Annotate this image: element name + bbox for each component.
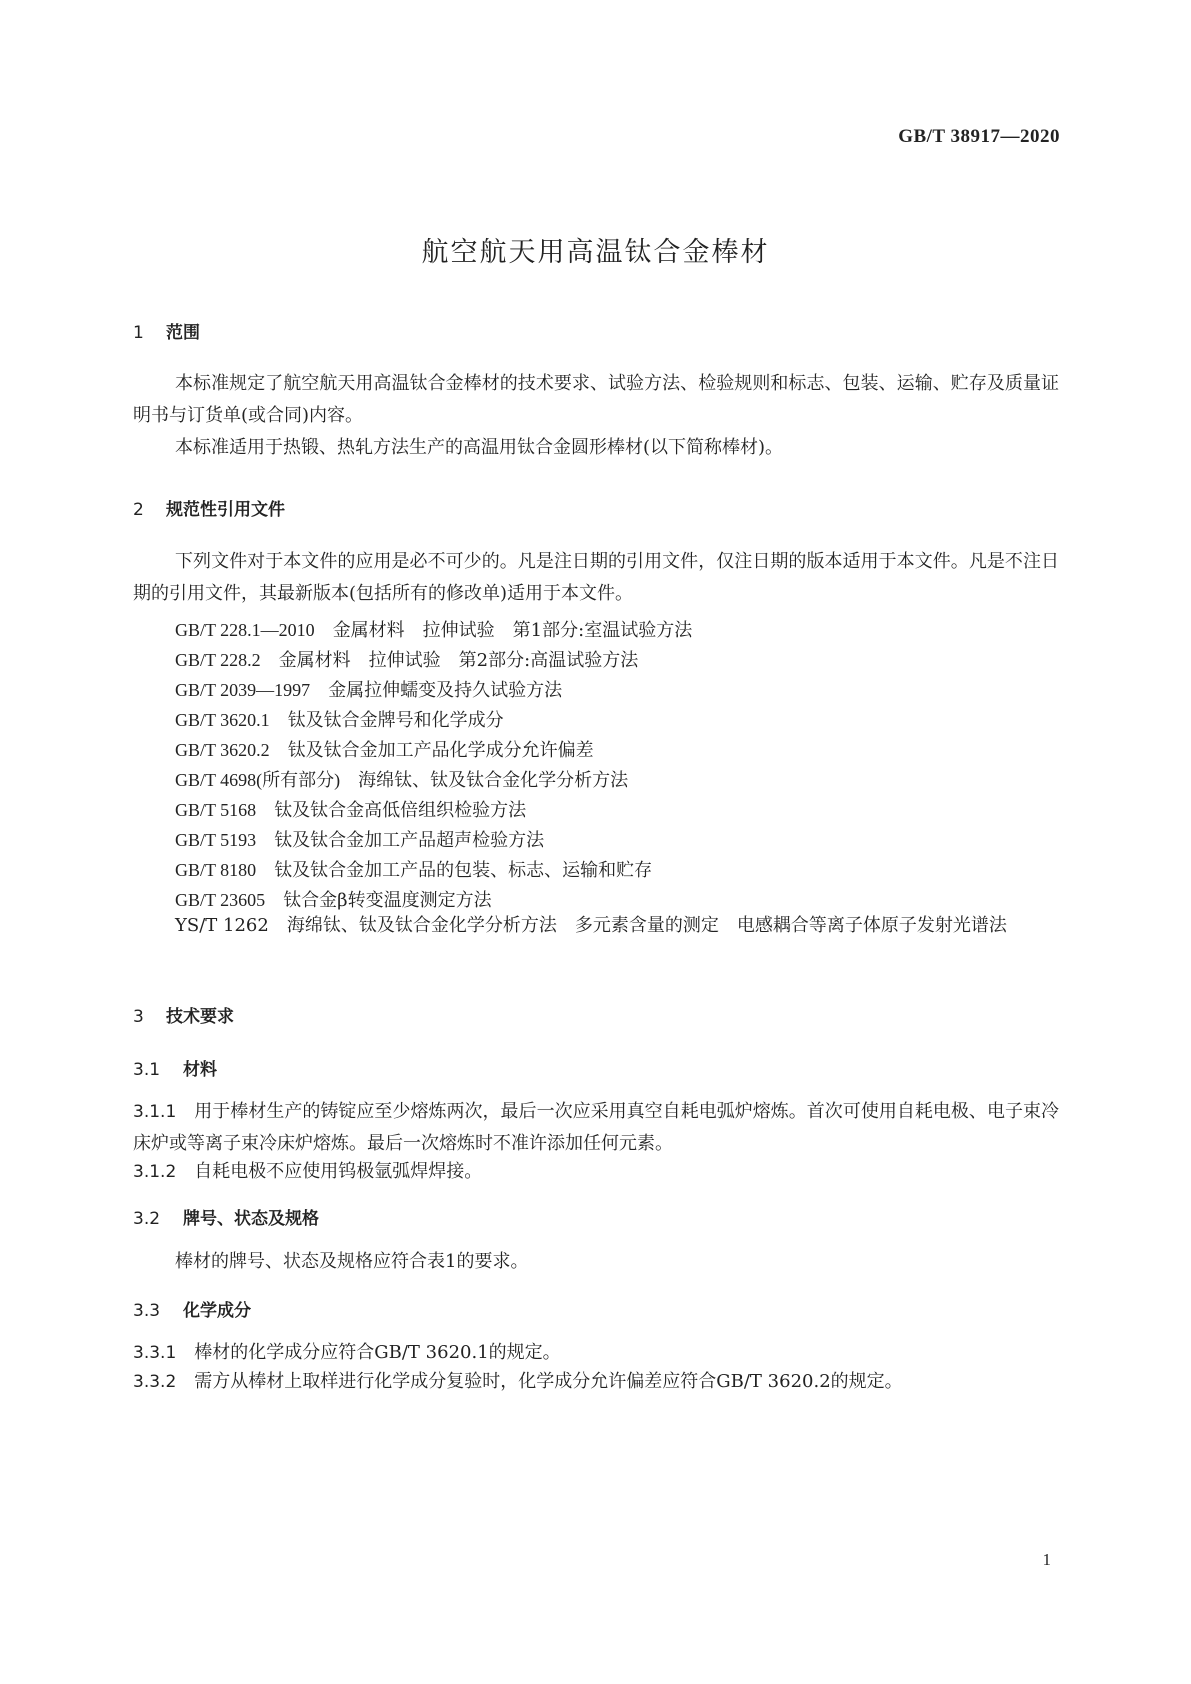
clause-3-3-2	[133, 1366, 1059, 1398]
reference-item	[175, 886, 492, 912]
reference-code: GB/T 23605	[175, 890, 266, 910]
reference-title: 海绵钛、钛及钛合金化学分析方法	[358, 770, 629, 791]
clause-text: 用于棒材生产的铸锭应至少熔炼两次，最后一次应采用真空自耗电弧炉熔炼。首次可使用自耗电极、电子束冷床炉或等离子束冷床炉熔炼。最后一次熔炼时不准许添加任何元素。	[133, 1101, 1059, 1154]
section-1-heading	[133, 318, 200, 343]
section-number: 1	[133, 323, 144, 343]
reference-code: GB/T 3620.1	[175, 710, 270, 730]
reference-item	[175, 616, 692, 642]
clause-text: 自耗电极不应使用钨极氩弧焊焊接。	[194, 1161, 483, 1182]
subsection-3-1-heading	[133, 1055, 217, 1080]
reference-code: GB/T 228.2	[175, 650, 261, 670]
reference-title: 钛及钛合金牌号和化学成分	[287, 710, 504, 731]
reference-title: 钛及钛合金加工产品化学成分允许偏差	[287, 740, 594, 761]
subsection-title: 牌号、状态及规格	[183, 1209, 319, 1229]
clause-3-3-1	[133, 1337, 1059, 1369]
reference-title: 金属材料 拉伸试验 第1部分:室温试验方法	[332, 620, 693, 641]
reference-item	[175, 646, 638, 672]
reference-code: GB/T 3620.2	[175, 740, 270, 760]
clause-text: 需方从棒材上取样进行化学成分复验时，化学成分允许偏差应符合GB/T 3620.2的规定。	[194, 1371, 903, 1392]
reference-item	[175, 856, 652, 882]
reference-code: GB/T 5193	[175, 830, 257, 850]
reference-code: YS/T 1262	[175, 915, 269, 936]
reference-title: 钛及钛合金加工产品的包装、标志、运输和贮存	[274, 860, 653, 881]
reference-code: GB/T 4698(所有部分)	[175, 770, 341, 790]
reference-code: GB/T 5168	[175, 800, 257, 820]
subsection-title: 化学成分	[183, 1301, 251, 1321]
reference-item	[175, 736, 594, 762]
section-title: 技术要求	[166, 1007, 234, 1027]
reference-item	[175, 796, 526, 822]
subsection-number: 3.3	[133, 1301, 161, 1321]
reference-item	[175, 676, 562, 702]
section-3-heading	[133, 1002, 234, 1027]
section-title: 范围	[166, 323, 200, 343]
subsection-3-2-text: 棒材的牌号、状态及规格应符合表1的要求。	[175, 1251, 529, 1272]
reference-title: 海绵钛、钛及钛合金化学分析方法 多元素含量的测定 电感耦合等离子体原子发射光谱法	[286, 915, 1007, 936]
subsection-3-2-heading	[133, 1204, 319, 1229]
standard-code: GB/T 38917—2020	[898, 126, 1060, 147]
reference-item	[175, 826, 544, 852]
section-2-heading	[133, 495, 285, 520]
section-1-paragraph: 本标准适用于热锻、热轧方法生产的高温用钛合金圆形棒材(以下简称棒材)。	[175, 437, 784, 458]
clause-3-1-1	[133, 1096, 1059, 1160]
clause-text: 棒材的化学成分应符合GB/T 3620.1的规定。	[194, 1342, 561, 1363]
page-number: 1	[1042, 1550, 1051, 1569]
clause-number: 3.3.1	[133, 1343, 177, 1363]
reference-code: GB/T 8180	[175, 860, 257, 880]
reference-code: GB/T 228.1—2010	[175, 620, 315, 640]
section-2-intro: 下列文件对于本文件的应用是必不可少的。凡是注日期的引用文件，仅注日期的版本适用于本文件。凡是不注日期的引用文件，其最新版本(包括所有的修改单)适用于本文件。	[133, 551, 1059, 604]
reference-title: 金属拉伸蠕变及持久试验方法	[328, 680, 563, 701]
clause-3-1-2	[133, 1156, 1059, 1188]
section-title: 规范性引用文件	[166, 500, 285, 520]
reference-code: GB/T 2039—1997	[175, 680, 311, 700]
subsection-3-3-heading	[133, 1296, 251, 1321]
reference-title: 金属材料 拉伸试验 第2部分:高温试验方法	[278, 650, 639, 671]
reference-item	[133, 910, 1059, 942]
subsection-title: 材料	[183, 1060, 217, 1080]
section-number: 2	[133, 500, 144, 520]
document-title: 航空航天用高温钛合金棒材	[421, 237, 770, 268]
clause-number: 3.3.2	[133, 1372, 177, 1392]
reference-title: 钛合金β转变温度测定方法	[283, 890, 492, 911]
reference-item	[175, 766, 628, 792]
section-1-paragraph: 本标准规定了航空航天用高温钛合金棒材的技术要求、试验方法、检验规则和标志、包装、运输、贮存及质量证明书与订货单(或合同)内容。	[133, 373, 1059, 426]
reference-title: 钛及钛合金高低倍组织检验方法	[274, 800, 527, 821]
clause-number: 3.1.1	[133, 1102, 177, 1122]
reference-item	[175, 706, 504, 732]
subsection-number: 3.2	[133, 1209, 161, 1229]
clause-number: 3.1.2	[133, 1162, 177, 1182]
section-number: 3	[133, 1007, 144, 1027]
reference-title: 钛及钛合金加工产品超声检验方法	[274, 830, 545, 851]
subsection-number: 3.1	[133, 1060, 161, 1080]
